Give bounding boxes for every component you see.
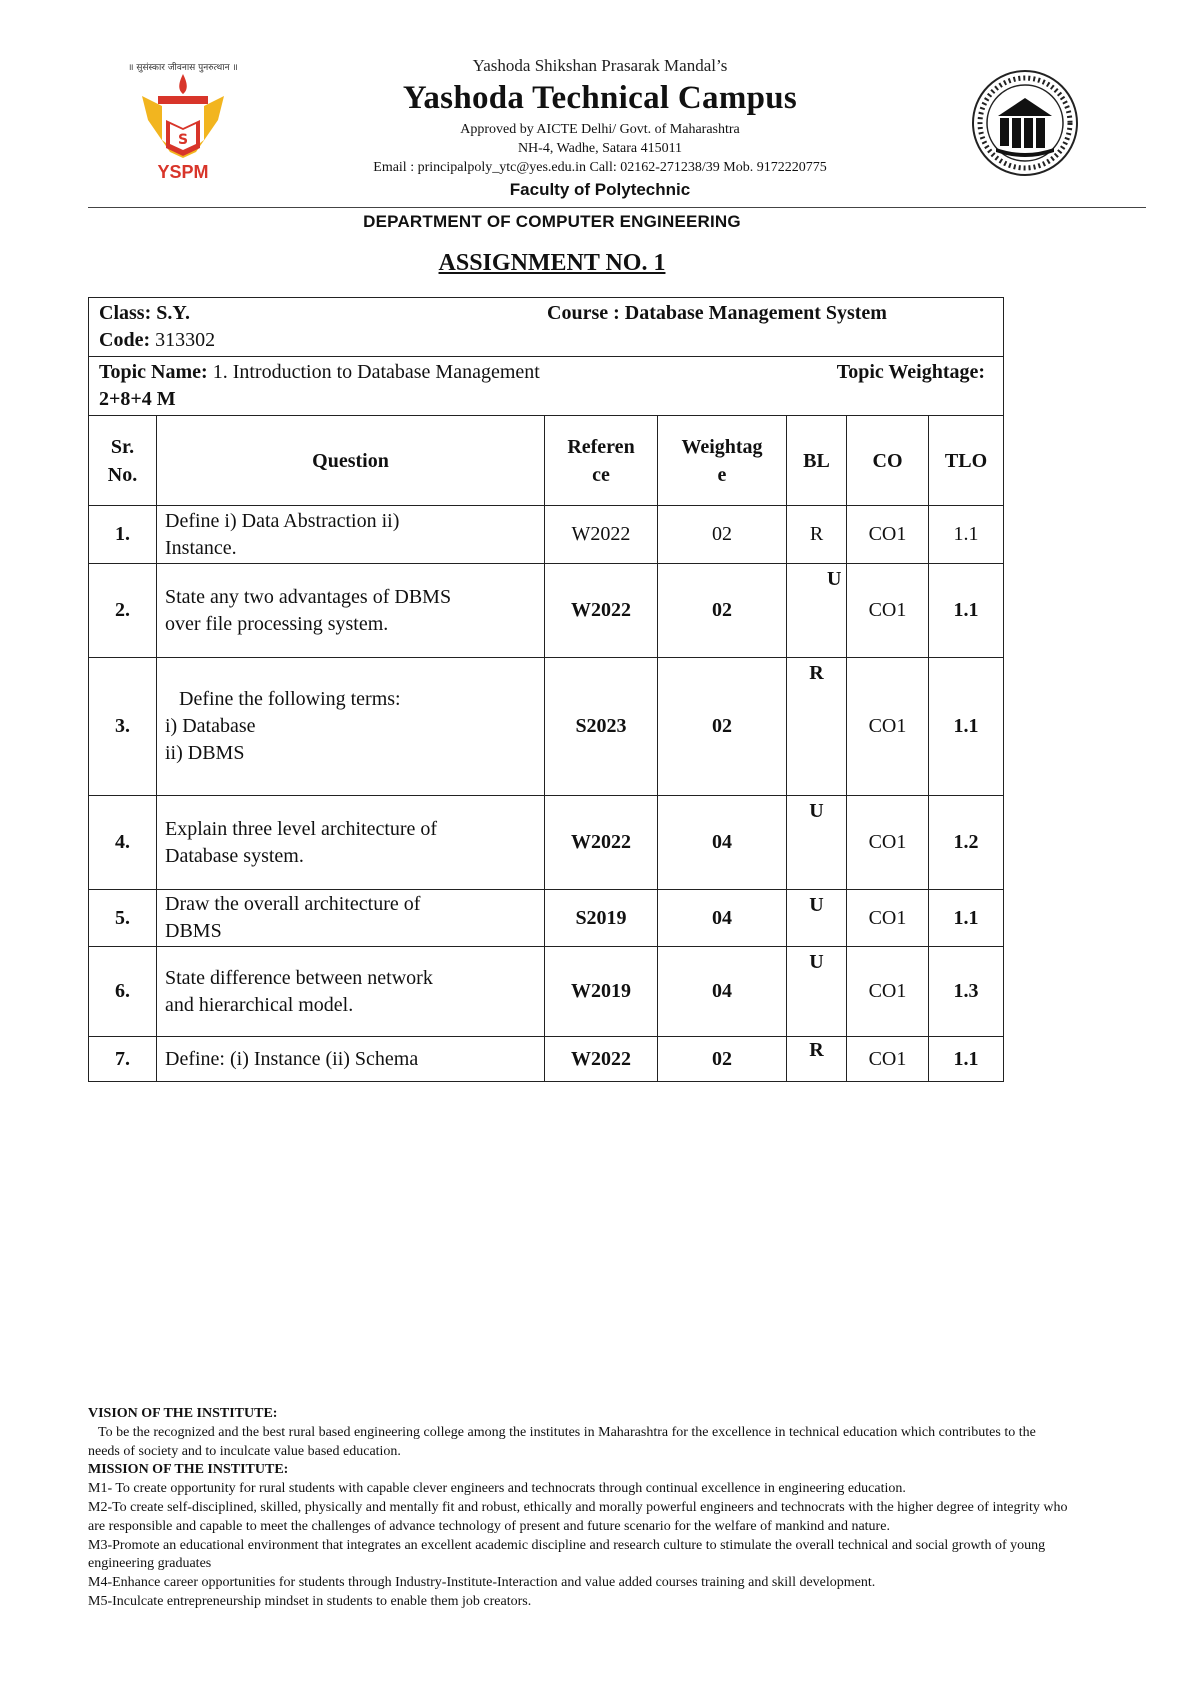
row-bl: U — [787, 947, 847, 1037]
row-weightage: 04 — [658, 890, 787, 947]
mission-item: M5-Inculcate entrepreneurship mindset in students to enable them job creators. — [88, 1593, 532, 1609]
row-bl: U — [787, 564, 847, 658]
society-name: Yashoda Shikshan Prasarak Mandal’s — [472, 56, 728, 75]
row-tlo: 1.2 — [929, 796, 1004, 890]
row-co: CO1 — [847, 658, 929, 796]
table-row — [89, 506, 1004, 564]
institute-name: Yashoda Technical Campus — [402, 80, 798, 116]
row-weightage: 04 — [658, 796, 787, 890]
department-title: DEPARTMENT OF COMPUTER ENGINEERING — [363, 212, 741, 231]
mission-item: M2-To create self-disciplined, skilled, physically and mentally fit and robust, ethically and morally powerful engineers and technocrats with the higher degree of integrity who are responsible and capable to meet the challenges of advance technology of present and future scenario for the welfare of mankind and nature. — [88, 1499, 1068, 1534]
col-reference: Referen ce — [545, 416, 658, 506]
svg-text:S: S — [177, 132, 189, 148]
col-sr: Sr. No. — [89, 416, 157, 506]
row-tlo: 1.1 — [929, 658, 1004, 796]
table-row — [89, 564, 1004, 658]
header-row — [89, 416, 1004, 506]
table-row — [89, 1037, 1004, 1082]
topic-cell — [89, 357, 1004, 416]
header-divider — [88, 207, 1146, 208]
row-tlo: 1.1 — [929, 506, 1004, 564]
row-bl: R — [787, 1037, 847, 1082]
row-co: CO1 — [847, 506, 929, 564]
mission-item: M4-Enhance career opportunities for students through Industry-Institute-Interaction and value added courses training and skill development. — [88, 1575, 876, 1591]
row-sr: 2. — [89, 564, 157, 658]
row-weightage: 02 — [658, 564, 787, 658]
row-question: State any two advantages of DBMS over file processing system. — [157, 564, 545, 658]
col-tlo: TLO — [929, 416, 1004, 506]
row-bl: U — [787, 796, 847, 890]
vision-text: To be the recognized and the best rural based engineering college among the institutes in Maharashtra for the excellence in technical education which contributes to the needs of society and to inculcate value based education. — [88, 1424, 1036, 1459]
address-text: NH-4, Wadhe, Satara 415011 — [517, 141, 683, 156]
approval-text: Approved by AICTE Delhi/ Govt. of Maharashtra — [460, 122, 740, 137]
assignment-title: ASSIGNMENT NO. 1 — [438, 250, 666, 276]
table-row — [89, 658, 1004, 796]
topic-value: 1. Introduction to Database Management — [212, 361, 540, 383]
row-weightage: 02 — [658, 1037, 787, 1082]
logo-text: YSPM — [157, 162, 209, 182]
row-sr: 7. — [89, 1037, 157, 1082]
row-reference: S2019 — [545, 890, 658, 947]
col-co: CO — [847, 416, 929, 506]
course-value: Database Management System — [624, 302, 887, 324]
row-co: CO1 — [847, 796, 929, 890]
question-table — [88, 297, 1004, 1082]
class-course-cell — [89, 298, 1004, 357]
code-label: Code: — [99, 329, 151, 351]
row-question: State difference between network and hierarchical model. — [157, 947, 545, 1037]
table-row — [89, 890, 1004, 947]
table-row — [89, 947, 1004, 1037]
row-sr: 4. — [89, 796, 157, 890]
row-reference: W2022 — [545, 1037, 658, 1082]
row-tlo: 1.1 — [929, 890, 1004, 947]
row-tlo: 1.1 — [929, 564, 1004, 658]
row-tlo: 1.1 — [929, 1037, 1004, 1082]
row-sr: 1. — [89, 506, 157, 564]
code-value: 313302 — [155, 329, 216, 351]
class-label: Class: — [99, 302, 152, 324]
row-sr: 3. — [89, 658, 157, 796]
topic-weightage-label: Topic Weightage: — [836, 361, 986, 383]
row-co: CO1 — [847, 1037, 929, 1082]
logo-motto: ॥ सुसंस्कार जीवनास पुनरुत्थान ॥ — [128, 63, 238, 73]
row-question: Explain three level architecture of Database system. — [157, 796, 545, 890]
contact-text: Email : principalpoly_ytc@yes.edu.in Call: 02162-271238/39 Mob. 9172220775 — [373, 160, 827, 175]
vision-mission-footer — [88, 1405, 1068, 1612]
row-reference: S2023 — [545, 658, 658, 796]
row-reference: W2022 — [545, 796, 658, 890]
row-question: Define: (i) Instance (ii) Schema — [157, 1037, 545, 1082]
col-question: Question — [157, 416, 545, 506]
table-row — [89, 796, 1004, 890]
topic-weightage-value: 2+8+4 M — [99, 388, 176, 410]
mission-item: M1- To create opportunity for rural students with capable clever engineers and technocrats through continual excellence in engineering education. — [88, 1481, 906, 1497]
row-question: Define i) Data Abstraction ii) Instance. — [157, 506, 545, 564]
col-weightage: Weightag e — [658, 416, 787, 506]
row-question: Draw the overall architecture of DBMS — [157, 890, 545, 947]
row-reference: W2022 — [545, 506, 658, 564]
row-weightage: 02 — [658, 658, 787, 796]
mission-heading: MISSION OF THE INSTITUTE: — [88, 1462, 289, 1478]
faculty-name: Faculty of Polytechnic — [509, 180, 691, 199]
row-bl: R — [787, 506, 847, 564]
row-sr: 5. — [89, 890, 157, 947]
row-sr: 6. — [89, 947, 157, 1037]
row-co: CO1 — [847, 564, 929, 658]
vision-heading: VISION OF THE INSTITUTE: — [88, 1406, 278, 1421]
row-reference: W2019 — [545, 947, 658, 1037]
row-bl: U — [787, 890, 847, 947]
row-co: CO1 — [847, 890, 929, 947]
mission-item: M3-Promote an educational environment that integrates an excellent academic discipline and research culture to stimulate the overall technical and social growth of young engineering graduates — [88, 1537, 1046, 1572]
row-bl: R — [787, 658, 847, 796]
row-weightage: 02 — [658, 506, 787, 564]
row-co: CO1 — [847, 947, 929, 1037]
row-tlo: 1.3 — [929, 947, 1004, 1037]
row-weightage: 04 — [658, 947, 787, 1037]
class-value: S.Y. — [156, 302, 190, 324]
course-label: Course : — [547, 302, 620, 324]
topic-label: Topic Name: — [99, 361, 208, 383]
row-reference: W2022 — [545, 564, 658, 658]
row-question: Define the following terms: i) Database ii) DBMS — [157, 658, 545, 796]
course-field — [547, 300, 887, 327]
col-bl: BL — [787, 416, 847, 506]
